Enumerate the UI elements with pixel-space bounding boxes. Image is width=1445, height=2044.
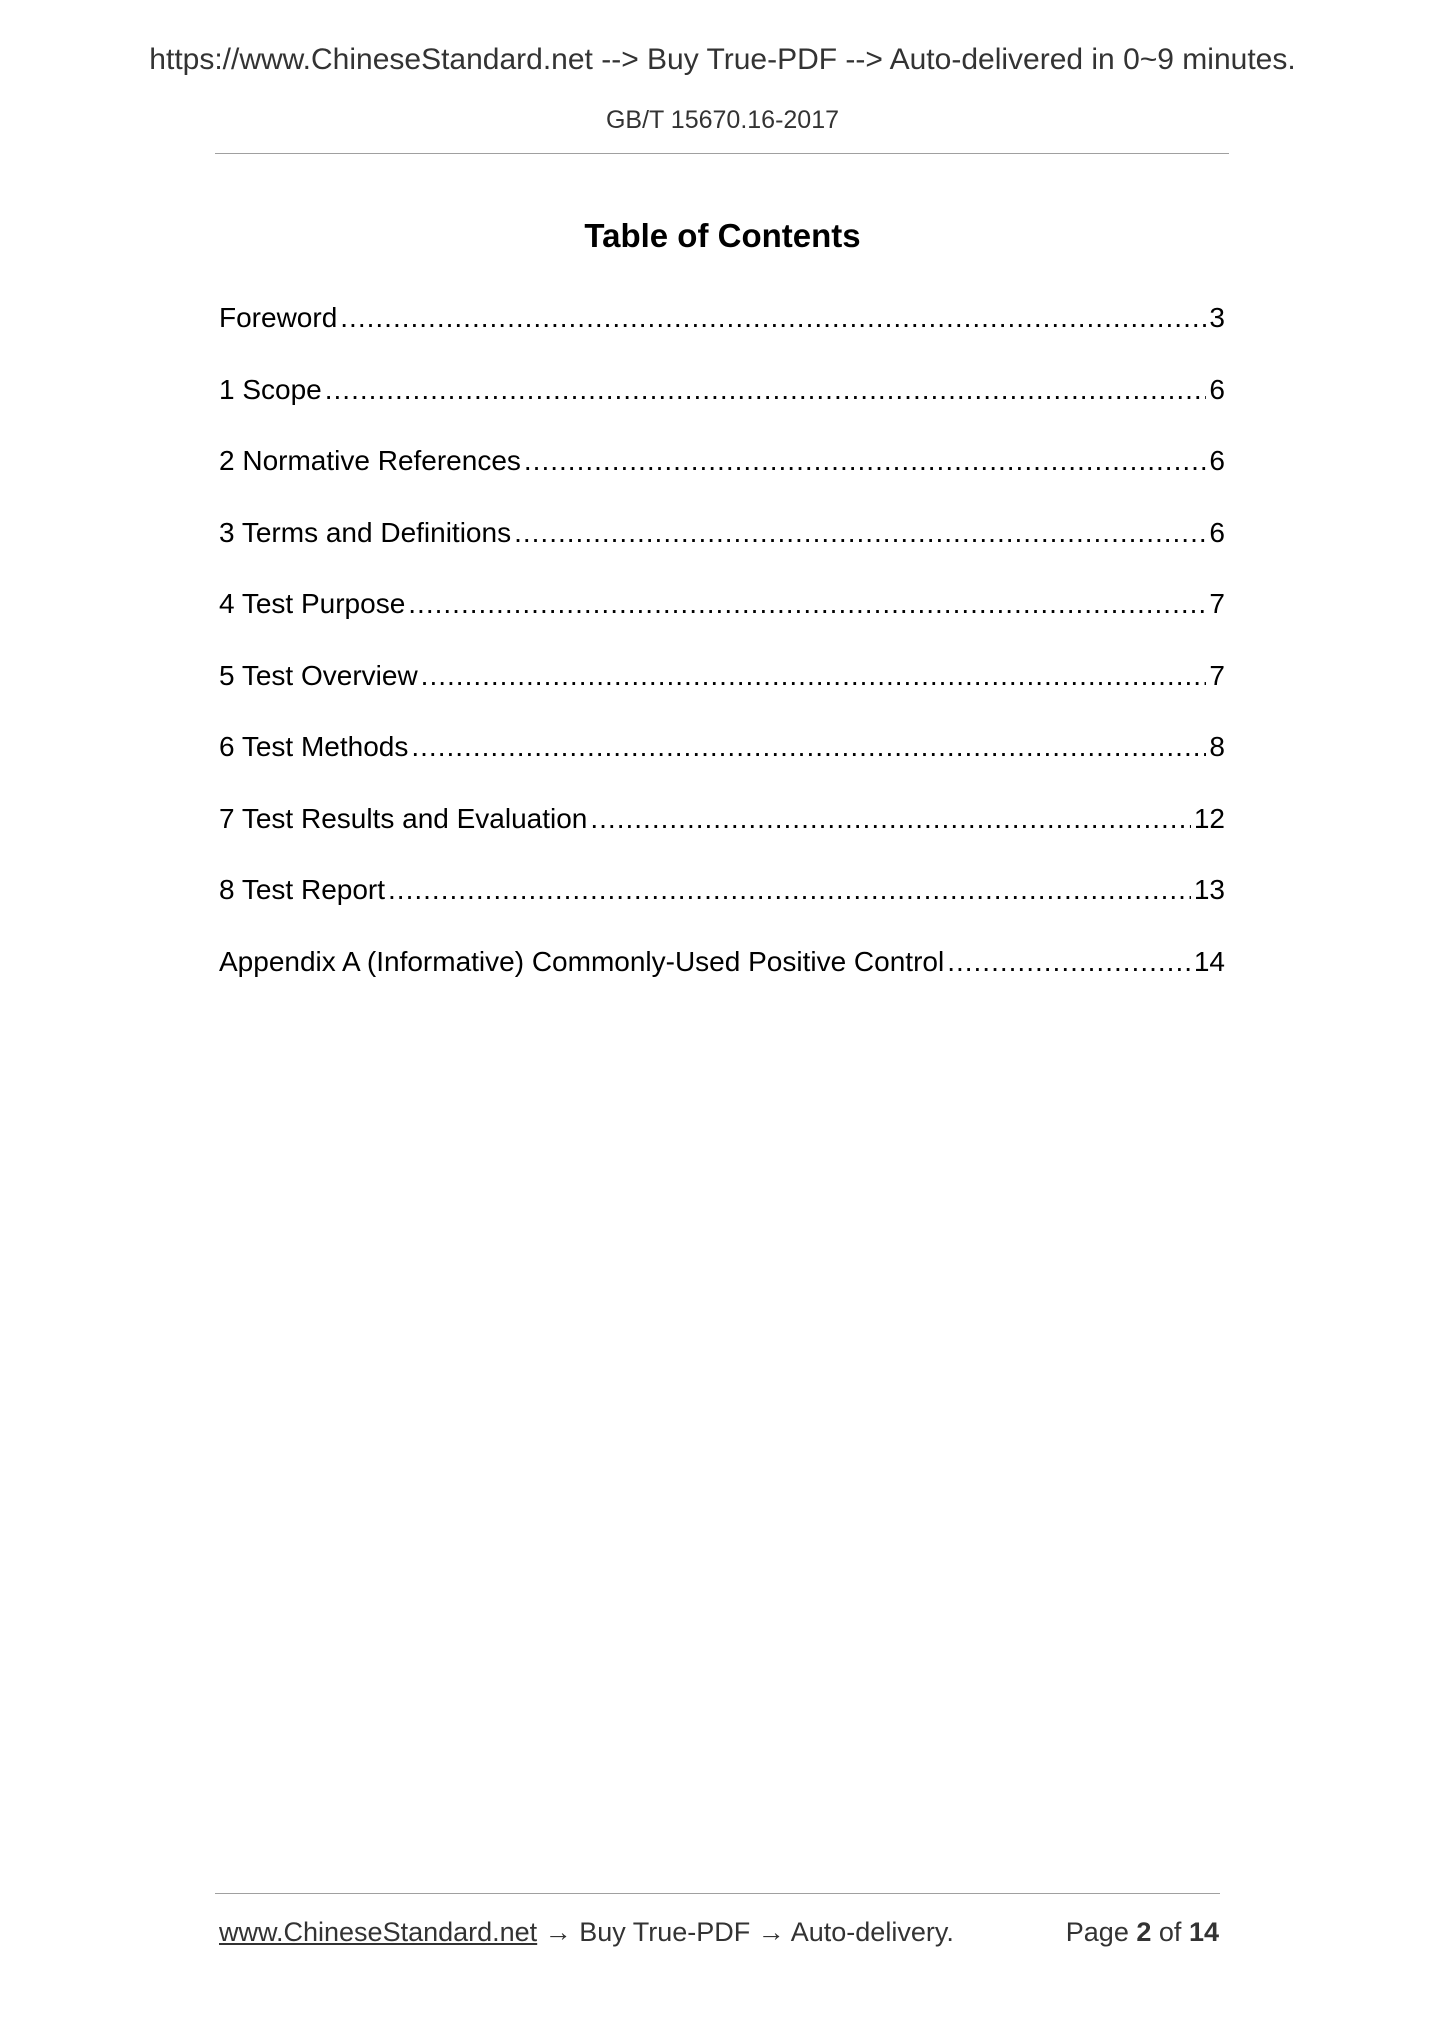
toc-leader-dots [514,513,1206,553]
toc-entry-page: 7 [1209,659,1225,691]
toc-entry-label: 8 Test Report [219,874,386,905]
footer-tagline: → Buy True-PDF → Auto-delivery. [544,1917,954,1947]
current-page-number: 2 [1136,1917,1152,1947]
top-banner: https://www.ChineseStandard.net --> Buy True-PDF --> Auto-delivered in 0~9 minutes. [149,43,1296,76]
toc-entry-page: 6 [1209,373,1225,405]
toc-entry-scope[interactable] [219,370,1225,442]
page-footer [219,1912,1219,1952]
toc-entry-appendix-a[interactable] [219,942,1225,1014]
toc-leader-dots [340,298,1206,338]
toc-entry-label: Foreword [219,302,338,333]
toc-entry-page: 13 [1193,874,1225,905]
toc-entry-page: 6 [1209,445,1225,476]
page-indicator [1066,1912,1219,1952]
toc-entry-test-report[interactable] [219,870,1225,942]
table-of-contents [219,298,1225,1013]
toc-leader-dots [421,656,1207,696]
toc-leader-dots [325,370,1207,410]
total-pages-number: 14 [1188,1917,1219,1947]
page-word: Page [1065,1917,1129,1947]
toc-leader-dots [947,942,1191,982]
toc-leader-dots [524,441,1207,481]
toc-entry-label: 7 Test Results and Evaluation [219,802,588,834]
toc-entry-page: 3 [1209,302,1225,333]
toc-entry-label: 5 Test Overview [219,659,418,691]
toc-entry-foreword[interactable] [219,298,1225,370]
toc-entry-label: 1 Scope [219,373,322,405]
toc-leader-dots [590,799,1190,839]
page-title: Table of Contents [584,217,861,254]
toc-entry-test-purpose[interactable] [219,584,1225,656]
toc-entry-normative-references[interactable] [219,441,1225,513]
footer-website-link[interactable]: www.ChineseStandard.net [219,1917,538,1947]
toc-leader-dots [388,870,1191,910]
of-word: of [1158,1917,1182,1947]
footer-divider [215,1893,1220,1894]
toc-entry-label: 6 Test Methods [219,731,409,762]
toc-entry-page: 14 [1193,945,1225,977]
footer-left [219,1912,954,1952]
toc-entry-test-results-and-evaluation[interactable] [219,799,1225,871]
toc-leader-dots [408,584,1206,624]
toc-entry-test-methods[interactable] [219,727,1225,799]
toc-entry-label: Appendix A (Informative) Commonly-Used Positive Control [219,945,945,977]
toc-entry-label: 3 Terms and Definitions [219,516,512,548]
toc-entry-test-overview[interactable] [219,656,1225,728]
toc-leader-dots [411,727,1206,767]
header-divider [215,153,1229,154]
toc-entry-page: 12 [1193,802,1225,834]
toc-entry-terms-and-definitions[interactable] [219,513,1225,585]
document-code: GB/T 15670.16-2017 [605,106,840,134]
toc-entry-page: 7 [1209,588,1225,619]
toc-entry-page: 8 [1209,731,1225,762]
toc-entry-page: 6 [1209,516,1225,548]
toc-entry-label: 2 Normative References [219,445,521,476]
toc-entry-label: 4 Test Purpose [219,588,406,619]
